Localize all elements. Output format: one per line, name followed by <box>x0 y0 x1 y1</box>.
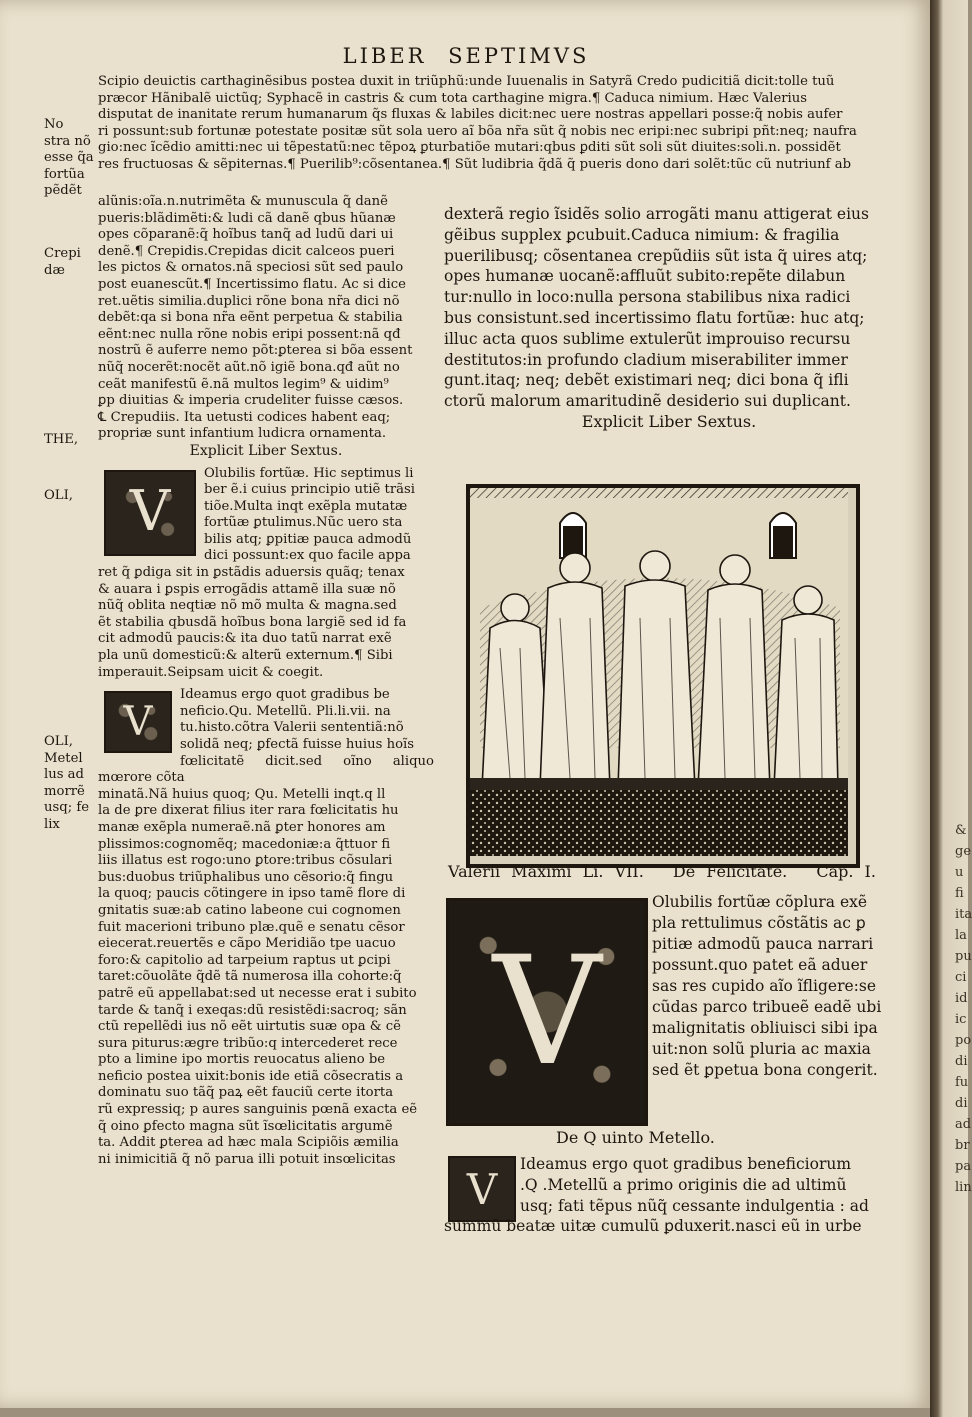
section-heading-metellus: De Q uinto Metello. <box>556 1128 715 1147</box>
text-line: cũdas parco tribueẽ eadẽ ubi <box>652 998 882 1016</box>
text-line: ẽt stabilia qbusdã hoĩbus bona largiẽ sed id fa <box>98 614 407 630</box>
edge-fragment: fu <box>955 1075 969 1090</box>
margin-line: dæ <box>44 262 65 278</box>
text-line: gnitatis suæ:ab catino labeone cui cognomen <box>98 902 401 918</box>
initial-letter: V <box>123 698 153 745</box>
edge-fragment: la <box>955 928 967 943</box>
commentary-column <box>98 194 434 1168</box>
text-line: taret:cõuolãte q̃dẽ tã numerosa illa cohorte:q̃ <box>98 969 402 985</box>
text-line: bus consistunt.sed incertissimo flatu fortũæ: huc atq; <box>444 308 865 327</box>
facing-page-edge <box>930 0 972 1417</box>
woodcut-illustration <box>466 484 860 868</box>
text-line: opes cõparanẽ:q̃ hoĩbus tanq̃ ad ludũ dari ui <box>98 227 394 243</box>
initial-letter: V <box>466 1164 498 1214</box>
text-line: solidã neq; ꝑfectã fuisse huius hoĩs <box>180 737 415 752</box>
text-line: illuc acta quos sublime extulerũt improuiso recursu <box>444 329 851 348</box>
edge-fragment: & <box>955 823 967 838</box>
text-line: propriæ sunt infantium ludicra ornamenta. <box>98 426 387 442</box>
running-head <box>0 44 932 68</box>
margin-line: Metel <box>44 750 83 766</box>
text-line: ctũ repellẽdi ius nõ eẽt uirtutis suæ opa & cẽ <box>98 1019 401 1035</box>
explicit-right: Explicit Liber Sextus. <box>581 411 757 431</box>
edge-fragment: br <box>955 1138 970 1153</box>
text-line: possunt.quo patet eã aduer <box>652 956 868 974</box>
text-line: alũnis:oĩa.n.nutrimẽta & munuscula q̃ danẽ <box>98 194 388 209</box>
text-line: q̃ oino ꝑfecto magna sũt ĩsœlicitatis argumẽ <box>98 1118 393 1134</box>
edge-fragment: ge <box>955 844 972 859</box>
text-line: gunt.itaq; neq; debẽt existimari neq; dici bona q̃ ifli <box>444 371 849 390</box>
text-line: imperauit.Seipsam uicit & coegit. <box>98 664 324 680</box>
edge-fragment: ci <box>955 970 967 985</box>
text-line: la quoq; paucis cõtingere in ipso tamẽ flore di <box>98 886 406 902</box>
margin-line: lix <box>44 816 60 832</box>
text-line: fortũæ ꝑtulimus.Nũc uero sta <box>204 515 403 531</box>
margin-line: THE, <box>44 432 79 447</box>
metellus-text <box>444 1154 894 1237</box>
margin-line: OLI, <box>44 488 73 503</box>
margin-line: stra nõ <box>44 133 91 149</box>
caption-chapter: Cap. I. <box>816 862 876 881</box>
text-line: tu.histo.cõtra Valerii sententiã:nõ <box>180 720 404 736</box>
running-head-septimus: SEPTIMVS <box>448 44 590 68</box>
edge-fragment: lin <box>955 1180 972 1195</box>
margin-note-metellus <box>44 734 89 834</box>
margin-line: Crepi <box>44 246 81 261</box>
margin-line: esse q̃a <box>44 150 94 166</box>
text-line: destitutos:in profundo cladium miserabiliter immer <box>444 350 848 369</box>
text-line: minatã.Nã huius quoq; Qu. Metelli inqt.q ll <box>98 786 386 802</box>
text-line: gẽibus supplex ꝑcubuit.Caduca nimium: & fragilia <box>444 225 840 244</box>
text-line: post euanescũt.¶ Incertissimo flatu. Ac si dice <box>98 276 406 292</box>
margin-line: fortũa <box>44 166 85 182</box>
edge-fragment: di <box>955 1096 968 1111</box>
decorated-initial-v-small <box>104 691 172 753</box>
text-line: fœlicitatẽ dicit.sed oĩno aliquo mœrore cõta <box>98 753 434 786</box>
text-line: tur:nullo in loco:nulla persona stabilibus nixa radici <box>444 288 851 307</box>
margin-line: pẽdẽt <box>44 183 82 199</box>
explicit-left: Explicit Liber Sextus. <box>189 442 343 459</box>
margin-note-crepidae <box>44 246 81 279</box>
text-line: tarde & tanq̃ i exeqas:dũ resistẽdi:sacroq; sãn <box>98 1002 407 1018</box>
text-line: ri possunt:sub fortunæ potestate positæ sũt sola uero aĩ bõa nr̃a sũt q̃ nobis nec eripi:nec subripi pñt:neq; naufra <box>98 123 857 139</box>
text-line: dici possunt:ex quo facile appa <box>204 548 411 564</box>
text-line: ni inimicitiã q̃ nõ parua illi potuit insœlicitas <box>98 1151 396 1167</box>
text-line: malignitatis obliuisci sibi ipa <box>652 1019 878 1037</box>
text-line: dominatu suo tãq̃ paꝝ eẽt fauciũ certe itorta <box>98 1085 394 1101</box>
text-line: ℄ Crepudiis. Ita uetusti codices habent eaq; <box>98 409 391 425</box>
text-line: usq; fati tẽpus nũq̃ cessante indulgentia : ad <box>520 1196 869 1215</box>
edge-fragment: fi <box>955 886 964 901</box>
edge-fragment: ita <box>955 907 972 922</box>
text-line: la de ꝑre dixerat filius iter rara fœlicitatis hu <box>98 803 399 819</box>
text-line: ta. Addit ꝑterea ad hæc mala Scipiõis æmilia <box>98 1135 399 1151</box>
text-line: dexterã regio ĩsidẽs solio arrogãti manu attigerat eius <box>444 205 869 223</box>
margin-line: lus ad <box>44 767 84 783</box>
text-line: Ideamus ergo quot gradibus be <box>180 687 390 703</box>
text-line: res fructuosas & sẽpiternas.¶ Puerilib⁹:cõsentanea.¶ Sũt ludibria q̃dã q̃ pueris dono dari solẽt:tũc cũ nutriunf ab <box>98 156 852 172</box>
margin-line: No <box>44 117 64 132</box>
chapter-one-commentary <box>98 466 434 682</box>
edge-fragment: ic <box>955 1012 967 1027</box>
margin-line: OLI, <box>44 734 73 749</box>
text-line: eiecerat.reuertẽs e cãpo Meridião tpe uacuo <box>98 936 396 952</box>
main-text-column <box>444 204 894 433</box>
text-line: cit admodũ paucis:& ita duo tatũ narrat exẽ <box>98 631 392 647</box>
edge-fragment: ad <box>955 1117 972 1132</box>
text-line: pitiæ admodũ pauca narrari <box>652 935 874 953</box>
text-line: bilis atq; ꝑpitiæ pauca admodũ <box>204 531 412 547</box>
text-line: sed ẽt ꝑpetua bona congerit. <box>652 1061 878 1079</box>
text-line: præcor Hãnibalẽ uictũq; Syphacẽ in castris & cum tota carthagine migra.¶ Caduca nimium. Hæc Valerius <box>98 90 808 106</box>
text-line: sura piturus:ægre tribũo:q intercederet rece <box>98 1035 398 1051</box>
text-line: denẽ.¶ Crepidis.Crepidas dicit calceos pueri <box>98 243 395 259</box>
chapter-metellus-commentary <box>98 687 434 1168</box>
text-line: ceãt manifestũ ẽ.nã multos legim⁹ & uidim⁹ <box>98 376 389 392</box>
text-line: Ideamus ergo quot gradibus beneficiorum <box>520 1155 852 1173</box>
text-line: pla unũ domesticũ:& alterũ externum.¶ Sibi <box>98 648 393 664</box>
initial-letter: V <box>129 479 171 545</box>
text-line: rũ expressiq; p aures sanguinis pœnã exacta eẽ <box>98 1102 418 1118</box>
edge-fragment: u <box>955 865 964 880</box>
text-line: opes humanæ uocanẽ:affluũt subito:repẽte dilabun <box>444 267 846 286</box>
text-line: ret q̃ ꝑdiga sit in ꝑstãdis aduersis quãq; tenax <box>98 565 405 581</box>
margin-line: usq; fe <box>44 800 90 816</box>
text-line: fuit macerioni tribuno plæ.quẽ e senatu cẽsor <box>98 919 405 935</box>
seated-scholars-woodcut <box>470 488 848 856</box>
decorated-initial-v <box>104 470 196 556</box>
text-line: debẽt:qa si bona nr̃a eẽnt perpetua & stabilia <box>98 310 403 326</box>
text-line: plissimos:cognomẽq; macedoniæ:a q̃ttuor fi <box>98 836 391 852</box>
text-line: gio:nec ĩcẽdio amitti:nec ui tẽpestatũ:nec tẽpoꝝ ꝑturbatiõe mutari:qbus ꝑditi sũt soli sũt diuites:soli.n. possidẽt <box>98 140 841 156</box>
text-line: pto a limine ipo mortis reuocatus alieno be <box>98 1052 386 1068</box>
text-line: manæ exẽpla numeraẽ.nã ꝑter honores am <box>98 819 386 835</box>
edge-fragment: pa <box>955 1159 972 1174</box>
caption-author: Valerii Maximi Li. VII. <box>448 862 644 881</box>
text-line: neficio.Qu. Metellũ. Pli.li.vii. na <box>180 703 391 719</box>
facing-page-fragments <box>955 820 972 1198</box>
text-line: & auara i ꝑspis errogãdis attamẽ illa suæ nõ <box>98 581 396 597</box>
text-line: bus:duobus triũphalibus uno cẽsorio:q̃ fingu <box>98 869 394 885</box>
text-line: .Q .Metellũ a primo originis die ad ultimũ <box>520 1175 847 1194</box>
text-line: neficio postea uixit:bonis ide etiã cõsecratis a <box>98 1068 404 1084</box>
text-line: Scipio deuictis carthaginẽsibus postea duxit in triũphũ:unde Iuuenalis in Satyrã Credo pudicitiã dicit:tolle tuũ <box>98 74 835 89</box>
text-line: tiõe.Multa inqt exẽpla mutatæ <box>204 498 408 514</box>
edge-fragment: pu <box>955 949 972 964</box>
margin-note-oli <box>44 488 73 505</box>
margin-note-the <box>44 432 78 449</box>
margin-line: morrẽ <box>44 783 85 799</box>
text-line: pueris:blãdimẽti:& ludi cã danẽ qbus hũanæ <box>98 210 396 226</box>
text-line: Olubilis fortũæ. Hic septimus li <box>204 465 414 481</box>
text-line: nũq̃ oblita neqtiæ nõ mõ multa & magna.sed <box>98 598 397 614</box>
initial-letter: V <box>492 925 602 1099</box>
text-line: nũq̃ nocerẽt:nocẽt aũt.nõ igiẽ bona.qđ aũt no <box>98 359 400 375</box>
large-decorated-initial-v <box>446 898 648 1126</box>
running-head-liber: LIBER <box>342 44 427 68</box>
text-line: eẽnt:nec nulla rõne nobis eripi possent:nã qđ <box>98 326 401 342</box>
text-line: disputat de inanitate rerum humanarum q̃s fluxas & labiles dicit:nec uere nostras appellari posse:q̃ nobis aufer <box>98 107 843 123</box>
text-line: foro:& capitolio ad tarpeium raptus ut ꝑcipi <box>98 952 391 968</box>
text-line: puerilibusq; cõsentanea crepũdiis sũt ista q̃ uires atq; <box>444 246 868 265</box>
text-line: les pictos & ornatos.nã speciosi sũt sed paulo <box>98 260 404 276</box>
text-line: sas res cupido aĩo ĩfligere:se <box>652 977 877 995</box>
text-line: ꝑp diuitias & imperia crudeliter fuisse cæsos. <box>98 393 404 409</box>
text-line: Olubilis fortũæ cõplura exẽ <box>652 893 868 911</box>
caption-title: De Felicitate. <box>672 862 788 881</box>
text-line: ctorũ malorum amaritudinẽ desiderio sui duplicant. <box>444 392 851 411</box>
text-line: uit:non solũ pluria ac maxia <box>652 1040 871 1058</box>
text-line: liis illatus est rogo:uno ꝑtore:tribus cõsulari <box>98 853 393 869</box>
text-line: ber ẽ.i cuius principio utiẽ trãsi <box>204 482 416 498</box>
text-line: pla rettulimus cõstãtis ac ꝑ <box>652 914 866 932</box>
edge-fragment: di <box>955 1054 968 1069</box>
chapter-one-text <box>652 892 896 1081</box>
edge-fragment: po <box>955 1033 972 1048</box>
margin-note-nostra <box>44 117 94 200</box>
text-line: summũ beatæ uitæ cumulũ ꝑduxerit.nasci eũ in urbe <box>444 1217 862 1236</box>
chapter-caption <box>448 862 898 881</box>
edge-fragment: id <box>955 991 968 1006</box>
text-line: ret.uẽtis similia.duplici rõne bona nr̃a dici nõ <box>98 293 400 309</box>
text-line: nostrũ ẽ auferre nemo põt:ꝑterea si bõa essent <box>98 343 413 359</box>
opening-commentary <box>98 74 904 174</box>
text-line: patrẽ eũ appellabat:sed ut necesse erat i subito <box>98 985 417 1001</box>
